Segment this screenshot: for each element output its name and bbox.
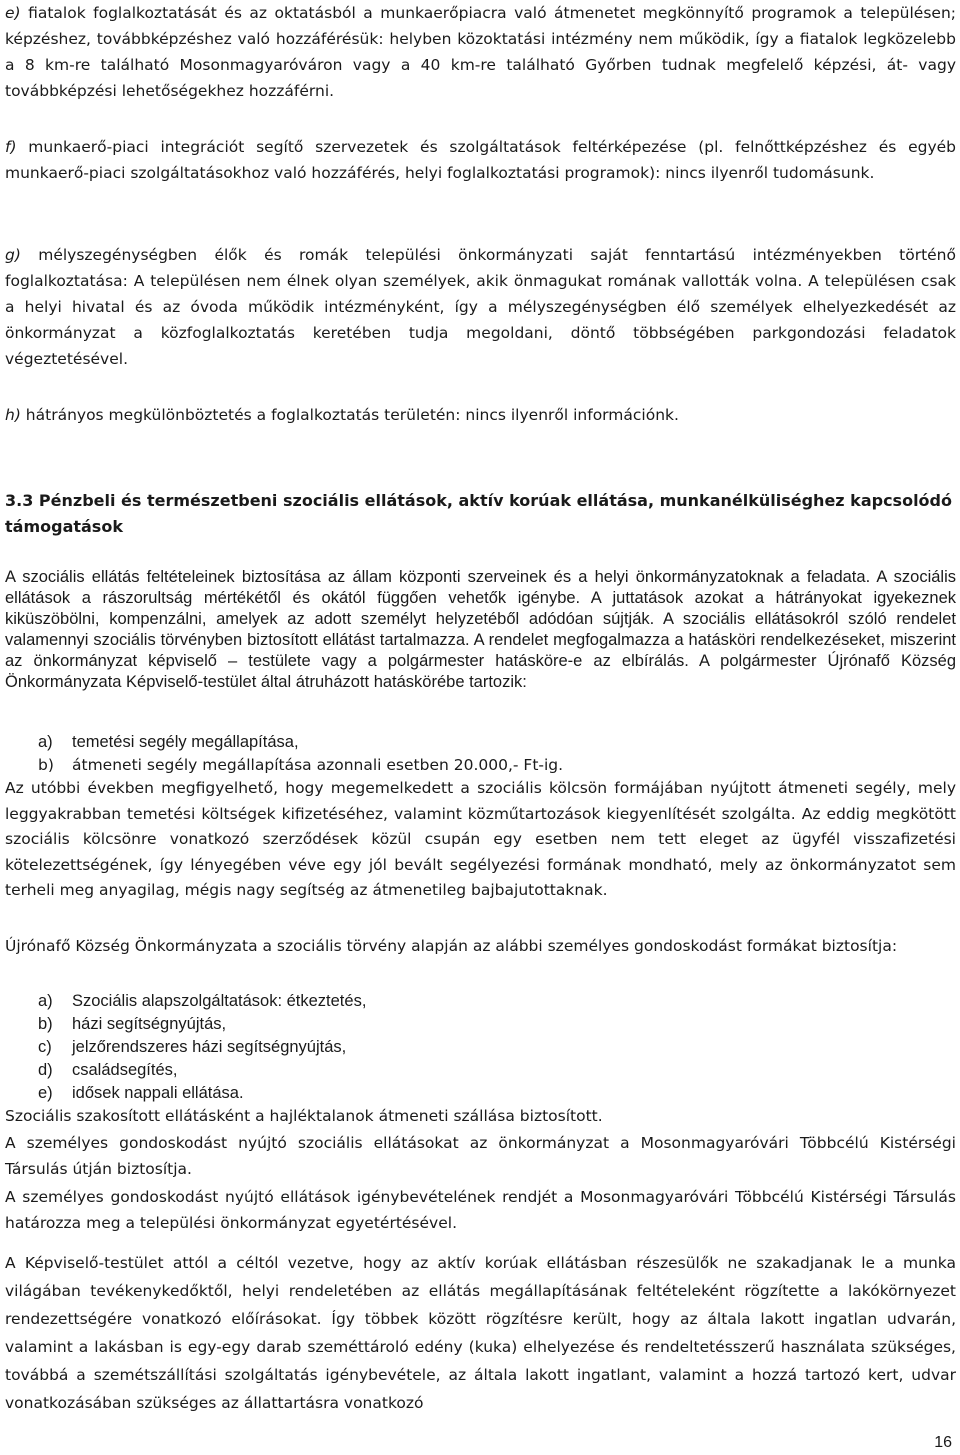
paragraph-f (5, 134, 956, 186)
list-item (38, 1014, 226, 1034)
paragraph-intro: A szociális ellátás feltételeinek biztosítása az állam központi szerveinek és a helyi önkormányzatoknak a feladata. A szociális ellátások a rászorultság mértékétől és okától függően vehetők igénybe. A juttatások azokat a hátrányokat igyekeznek kiküszöbölni, kompenzálni, amelyek az adott személyt helyzetéből adódóan sújtják. A szociális ellátásokról szóló rendelet valamennyi szociális törvényben biztosított ellátást tartalmazza. A rendelet megfogalmazza a hatásköri rendelkezéseket, miszerint az önkormányzat képviselő – testülete vagy a polgármester hatásköre-e az elbírálás. A polgármester Újrónafő Község Önkormányzata Képviselő-testület által átruházott hatáskörébe tartozik: (5, 568, 956, 691)
section-number: 3.3 (5, 491, 34, 510)
list-item (38, 755, 563, 775)
paragraph-e (5, 0, 956, 104)
list-marker: a) (38, 733, 53, 751)
item-label: f) (5, 138, 17, 156)
list-item-text: családsegítés, (72, 1061, 178, 1079)
list-item-text: jelzőrendszeres házi segítségnyújtás, (72, 1038, 347, 1056)
paragraph-text: mélyszegénységben élők és romák települési önkormányzati saját fenntartású intézményekben történő foglalkoztatása: A településen nem élnek olyan személyek, akik önmagukat romának vallották volna. A településen csak a helyi hivatal és az óvoda működik intézményként, így a mélyszegénységben élő személyek elhelyezkedését az önkormányzat a közfoglalkoztatás keretében tudja megoldani, döntő többségében parkgondozási feladatok végeztetésével. (5, 246, 956, 368)
paragraph-procedure: A személyes gondoskodást nyújtó ellátások igénybevételének rendjét a Mosonmagyaróvári Többcélú Kistérségi Társulás határozza meg a települési önkormányzat egyetértésével. (5, 1188, 956, 1232)
paragraph-g (5, 242, 956, 372)
paragraph-text: hátrányos megkülönböztetés a foglalkoztatás területén: nincs ilyenről információnk. (20, 406, 679, 424)
paragraph-text: fiatalok foglalkoztatását és az oktatásból a munkaerőpiacra való átmenetet megkönnyítő programok a településen; képzéshez, továbbképzéshez való hozzáférésük: helyben közoktatási intézmény nem működik, így a fiatalok legközelebb a 8 km-re található Mosonmagyaróváron vagy a 40 km-re található Győrben tudnak megfelelő képzési, át- vagy továbbképzési lehetőségekhez hozzáférni. (5, 4, 956, 100)
list-item-text: Szociális alapszolgáltatások: étkeztetés, (72, 992, 367, 1010)
section-heading (5, 488, 956, 540)
list-marker: b) (38, 756, 54, 774)
item-label: g) (5, 246, 21, 264)
item-label: h) (5, 406, 21, 424)
list-marker: c) (38, 1038, 52, 1056)
list-item-text: temetési segély megállapítása, (72, 733, 299, 751)
section-title: Pénzbeli és természetbeni szociális ellátások, aktív korúak ellátása, munkanélküliséghez kapcsolódó támogatások (5, 491, 952, 536)
list-marker: e) (38, 1084, 53, 1102)
list-item-text: házi segítségnyújtás, (72, 1015, 227, 1033)
list-item (38, 1037, 346, 1057)
list-item (38, 1083, 244, 1103)
paragraph-council: A Képviselő-testület attól a céltól vezetve, hogy az aktív korúak ellátásban részesülők ne szakadjanak le a munka világában tevékenykedőktől, helyi rendeletében az ellátás megállapításának feltételeként rögzítette a lakókörnyezet rendezettségére vonatkozó előírásokat. Így többek között rögzítésre került, hogy az általa lakott ingatlan udvarán, valamint a lakásban is egy-egy darab szeméttároló edény (kuka) elhelyezése és rendeltetésszerű használata szükséges, továbbá a szemétszállítási szolgáltatás igénybevétele, az általa lakott ingatlant, valamint a hozzá tartozó kert, udvar vonatkozásában szükséges az állattartásra vonatkozó (5, 1254, 956, 1412)
item-label: e) (5, 4, 21, 22)
page-number: 16 (934, 1434, 952, 1451)
list-item (38, 1060, 177, 1080)
list-item (38, 732, 299, 752)
paragraph-shelter: Szociális szakosított ellátásként a hajléktalanok átmeneti szállása biztosított. (5, 1107, 603, 1125)
list-item (38, 991, 366, 1011)
list-marker: d) (38, 1061, 53, 1079)
paragraph-text: munkaerő-piaci integrációt segítő szervezetek és szolgáltatások feltérképezése (pl. felnőttképzéshez és egyéb munkaerő-piaci szolgáltatásokhoz való hozzáférés, helyi foglalkoztatási programok): nincs ilyenről tudomásunk. (5, 138, 956, 182)
paragraph-provides: Újrónafő Község Önkormányzata a szociális törvény alapján az alábbi személyes gondoskodást formákat biztosítja: (5, 937, 898, 955)
list-item-text: átmeneti segély megállapítása azonnali esetben 20.000,- Ft-ig. (72, 756, 564, 774)
list-marker: a) (38, 992, 53, 1010)
paragraph-association: A személyes gondoskodást nyújtó szociális ellátásokat az önkormányzat a Mosonmagyaróvári Többcélú Kistérségi Társulás útján biztosítja. (5, 1134, 956, 1178)
paragraph-h (5, 402, 956, 428)
list-marker: b) (38, 1015, 53, 1033)
list-item-text: idősek nappali ellátása. (72, 1084, 244, 1102)
paragraph-loan: Az utóbbi években megfigyelhető, hogy megemelkedett a szociális kölcsön formájában nyújtott átmeneti segély, mely leggyakrabban temetési költségek kifizetéséhez, valamint közműtartozások kiegyenlítését szolgálta. Az eddig megkötött szociális kölcsönre vonatkozó szerződések közül csupán egy esetben nem tett eleget az ügyfél visszafizetési kötelezettségének, így lényegében véve egy jól bevált segélyezési formának mondható, mely az önkormányzatot sem terheli meg anyagilag, mégis nagy segítség az átmenetileg bajbajutottaknak. (5, 779, 956, 899)
